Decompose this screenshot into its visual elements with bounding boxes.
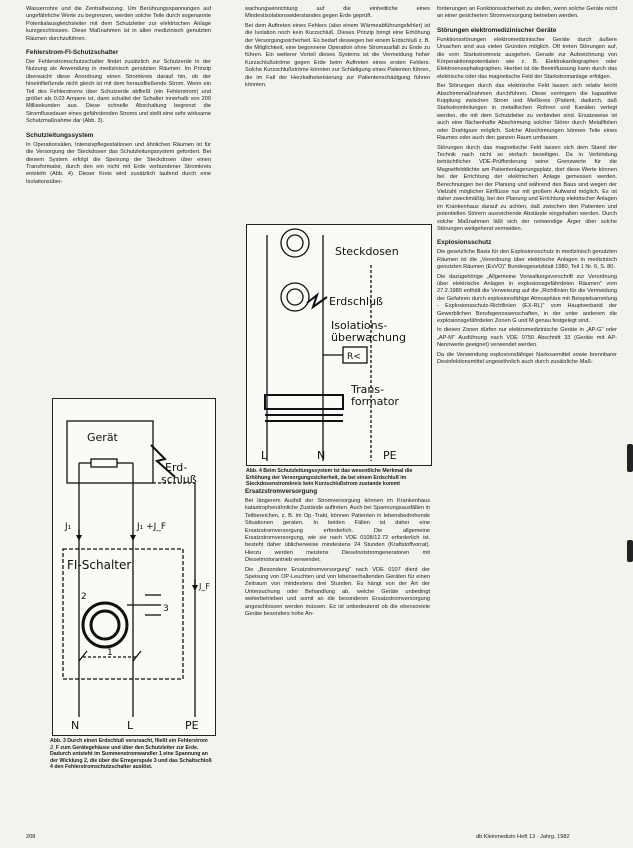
journal-footer: db Kleinmedizin Heft 13 · Jahrg. 1982 — [476, 834, 570, 840]
label-l: L — [261, 449, 268, 462]
paragraph: Funktionsstörungen elektromedizinischer Geräte durch äußere Ursachen sind aus vielen Gründen möglich. Oft treten Störungen auf, die vom Starkstromnetz ausgehen. Gerade zur Aufzeichnung von Körperaktionspotentialen wie z. B. Elektrokardiographen oder Elektroenzephalographen. Hierbei ist die Beeinflussung kann durch das elektrische oder das magnetische Feld der Starkstromanlage erfolgen. — [437, 36, 617, 80]
label-erdschluss: Erd- — [165, 461, 188, 474]
text-column-2-lower — [245, 482, 430, 621]
label-fi-schalter: FI-Schalter — [67, 558, 132, 572]
label-erdschluss: schluß — [161, 473, 197, 486]
paragraph: Bei längerem Ausfall der Stromversorgung können im Krankenhaus katastrophenähnliche Zustände auftreten. Auch bei Spannungsausfällen in Teilbereichen, z. B. im Op.-Trakt, können Patienten in lebensbedrohende Situationen geraten. In beiden Fällen ist daher eine Ersatzstromversorgung erforderlich. Die allgemeine Ersatzstromversorgung, wie sie nach VDE 0108/12.72 erforderlich ist, besteht daher üblicherweise mindestens 24 Stunden (Kraftstoffvorrat). Hierzu werden meistens Dieselnotstromgeneratoren mit Dieselmotorantrieb verwendet. — [245, 498, 430, 564]
paragraph: forderungen an Funktionssicherheit zu stellen, wenn solche Geräte nicht an einer gesicherten Stromversorgung betrieben werden. — [437, 6, 617, 20]
label-number-2: 2 — [81, 592, 87, 602]
label-current-j1-jf: J₁ +J_F — [137, 522, 166, 532]
margin-mark — [627, 444, 633, 472]
figure-4-caption: Abb. 4 Beim Schutzleitungssystem ist das wesentliche Merkmal die Erhöhung der Versorgungssicherheit, da bei einem Erdschluß im Steckdosenstromkreis kein Kurzschlußstrom zustande kommt — [246, 468, 413, 488]
section-heading: Fehlerstrom-FI-Schutzschalter — [26, 49, 119, 57]
margin-mark — [627, 540, 633, 562]
label-r: R< — [347, 352, 361, 362]
label-geraet: Gerät — [87, 431, 118, 444]
figure-4-protective-system-diagram — [246, 224, 432, 466]
text-column-2 — [245, 6, 430, 91]
paragraph: Bei Störungen durch das elektrische Feld lassen sich relativ leicht Abschirmmaßnahmen durchführen. Diese verringern die kapazitive Kopplung zwischen Strom und Meßkreis (Patient, dadurch, daß Starkstromleitungen in metallischen Rohren und Kanälen verlegt werden, die mit dem Schutzleiter zu verbinden sind. Ersatzweise ist auch eine flächenhafte Abschirmung solcher Störer durch Metallfolien oder Drahtgaze möglich. Solche Abschirmungen können Teile eines Raumes oder auch den ganzen Raum umfassen. — [437, 83, 617, 142]
paragraph: Die dazugehörige „Allgemeine Verwaltungsvorschrift zur Verordnung über elektrische Anlagen in explosionsgefährdeten Räumen" vom 27.2.1980 enthält die Verweisung auf die „Richtlinien für die Vermeidung der Gefahren durch explosionsfähige Atmosphäre mit Beispielsammlung - Explosionsschutz-Richtlinien (EX-RL)" vom Hauptverband der Gewerblichen Berufsgenossenschaften, in der unter anderem die explosionsgefährdeten Zonen G und M genau festgelegt sind. — [437, 273, 617, 325]
fi-circuit-svg — [53, 399, 215, 735]
paragraph: Der Fehlerstromschutzschalter findet zusätzlich zur Schutzerde in der Nutzung als Anwendung in medizinisch genutzten Räumen. Im Prinzip überwacht diese Anordnung einen Stromkreis darauf hin, ob der hineinfließende nicht gleich ist mit dem herausfließende Strom. Wenn ein Teil des Fehlerstroms über Schutzerde abfließt (ein Fehlerstrom) und größer als 0,03 Ampere ist, dann schaltet der Schalter innerhalb von 200 Millisekunden aus. Diese schnelle Abschaltung begrenzt die Stromflussdauer eines gefährdenden Stroms und stellt eine sehr wirksame Schutzmaßnahme dar (Abb. 3). — [26, 59, 211, 125]
paragraph: Wasserrohre und die Zentralheizung. Um Berührungsspannungen auf ungefährliche Werte zu begrenzen, werden solche Teile durch sogenannte Potentialausgleichsleiter mit dem Schutzleiter zur elektrischen Anlage kurzgeschlossen. Diese Maßnahmen ist in allen medizinisch genutzten Räumen durchzuführen. — [26, 6, 211, 42]
label-isolation: Isolations- — [331, 319, 388, 332]
section-heading: Störungen elektromedizinischer Geräte — [437, 26, 557, 34]
text-column-3 — [437, 6, 617, 368]
paragraph: In Operationsälen, Intensivpflegestationen und ähnlichen Räumen ist für die Versorgung der Steckdosen das Schutzleitungssystem gefordert. Bei diesem System erfolgt die Speisung der Steckdosen über einen Transformator, durch den ein nicht mit Erde verbundener Stromkreis entsteht (Abb. 4). Dieser Kreis wird zusätzlich laufend durch eine Isolationsüber- — [26, 141, 211, 185]
label-erdschluss: Erdschluß — [329, 295, 383, 308]
figure-3-caption: Abb. 3 Durch einen Erdschluß verursacht, fließt ein Fehlerstrom J_F zum Gerätegehäuse und über den Schutzleiter zur Erde. Dadurch entsteht im Summenstromwandler 1 eine Spannung an der Wicklung 2, die über die Erregerspule 3 und das Schaltschloß 4 den Fehlerstromschutzschalter auslöst. — [50, 738, 212, 771]
label-current-j1: J₁ — [65, 522, 72, 532]
label-current-jf: J_F — [199, 582, 210, 591]
label-l: L — [127, 719, 134, 732]
paragraph: Die „Besondere Ersatzstromversorgung" nach VDE 0107 dient der Speisung von OP-Leuchten und von lebenserhaltenden Geräten für einen Zeitraum von mindestens drei Stunden. Es hängt von der Art der Untersuchung oder Behandlung ab, welche Geräte unbedingt weiterbetrieben und somit an die besonderen Ersatzstromversorgung angeschlossen werden müssen. Es ist unbedeutend ob die ebensoviele Geräte besonders hohe An- — [245, 566, 430, 618]
paragraph: Die gesetzliche Basis für den Explosionsschutz in medizinisch genutzten Räumen ist die „Verordnung über elektrische Anlagen in medizinisch genutzten Räumen (ExVO)" Bundesgesetzblatt 1980, Teil 1 Nr. 6, S. 80. — [437, 249, 617, 271]
text-column-1 — [26, 6, 211, 188]
label-pe: PE — [185, 719, 199, 732]
label-n: N — [71, 719, 80, 732]
paragraph: In diesen Zonen dürfen nur elektromedizinische Geräte in „AP-G" oder „AP-M" Ausführung nach VDE 0750 Abschnitt 33 (Geräte mit AP-Nennwerte geeignet) verwendet werden. — [437, 327, 617, 349]
label-pe: PE — [383, 449, 397, 462]
page-number: 208 — [26, 834, 36, 840]
label-number-3: 3 — [163, 604, 169, 614]
lightning-bolt — [307, 295, 327, 307]
label-transformator: Trans- — [351, 383, 385, 396]
label-transformator: formator — [351, 395, 399, 408]
section-heading: Explosionsschutz — [437, 239, 492, 247]
transformer-coil — [265, 395, 343, 409]
paragraph: Bei dem Auftreten eines Fehlers (also einem Wärmeabführungsfehler) ist die Isolation noch kein Kurzschluß. Dieses Prinzip bringt eine Erhöhung der Versorgungssicherheit. Es bedarf deswegen bei einem Erdschluß z. B. die Möglichkeit, eine begonnene Operation ohne Stromausfall zu Ende zu führen. Ein weiterer Vorteil dieses Systems ist die Vermeidung hoher Kurzschlußströme gegen Erde beim Auftreten eines ersten Fehlers. Solche Kurzschlußströme könnten zur Schädigung eines Patienten führen, die im Fall der Herzkatheterisierung zur Patientenschädigung führen könnten. — [245, 22, 430, 89]
section-heading: Schutzleitungssystem — [26, 131, 94, 139]
paragraph: Da die Verwendung explosionsfähiger Narkosemittel sowie brennbarer Desinfektionsmittel ungewöhnlich auch durch zusätzliche Maß- — [437, 351, 617, 366]
label-isolation: überwachung — [331, 331, 406, 344]
label-steckdosen: Steckdosen — [335, 245, 399, 258]
label-n: N — [317, 449, 326, 462]
protective-circuit-svg — [247, 225, 431, 465]
section-heading: Ersatzstromversorgung — [245, 488, 318, 495]
paragraph: wachungseinrichtung auf die einheitliche eines Mindestisolationswiderstandes gegen Erde geprüft. — [245, 6, 430, 20]
paragraph: Störungen durch das magnetische Feld lassen sich dem Stand der Technik nach nicht so einfach beseitigen. Da in Verbindung beträchtlicher VDE-Prüfforderung seine Grenzwerte für die Magnetfelddichte am Patientenlagerungsplatz, dort diese Werte können bei der Errichtung der elektrischen Anlage gemessen werden. Berechnungen bei der Planung und während des Baus sind wegen der Vielzahl möglicher Einflüsse nur mit großem Aufwand möglich. Es ist daher zweckmäßig, bei der Planung und Errichtung elektrischer Anlagen im Krankenhaus darauf zu achten, daß zwischen den Patienten und potentiellen Störern ausreichende Abstände eingehalten werden. Durch solche Maßnahmen läßt sich der notwendige Ärger über solche Störungen weitgehend vermeiden. — [437, 144, 617, 232]
figure-3-fi-switch-diagram — [52, 398, 216, 736]
label-number-1: 1 — [107, 648, 113, 658]
